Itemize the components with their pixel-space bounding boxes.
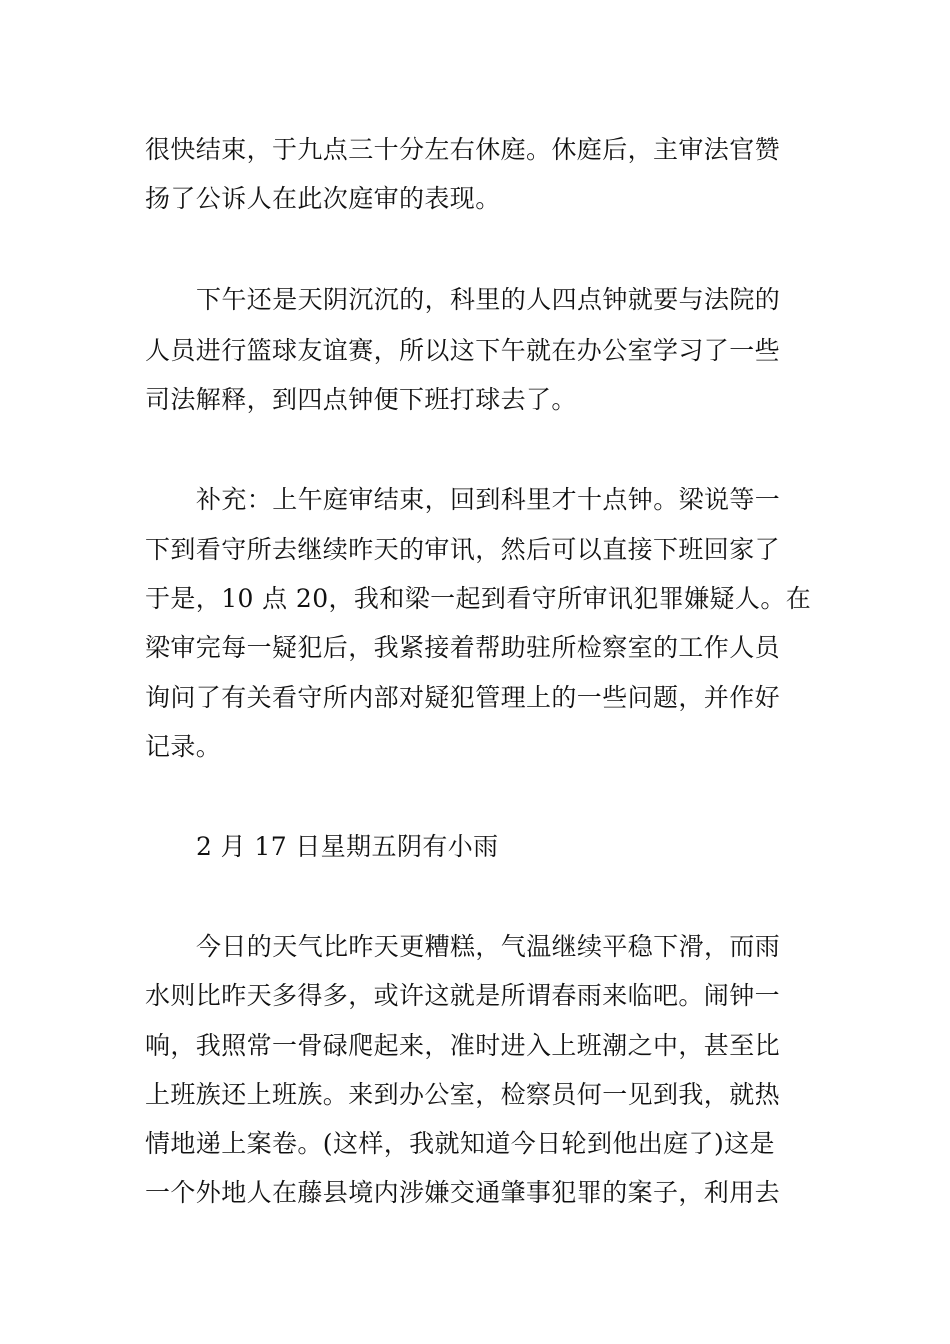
paragraph-2-line-3: 司法解释，到四点钟便下班打球去了。 [145,385,577,414]
paragraph-2-line-2: 人员进行篮球友谊赛，所以这下午就在办公室学习了一些 [145,336,781,365]
paragraph-5-line-6: 一个外地人在藤县境内涉嫌交通肇事犯罪的案子，利用去 [145,1178,781,1207]
paragraph-5-line-2: 水则比昨天多得多，或许这就是所谓春雨来临吧。闹钟一 [145,981,781,1010]
paragraph-1-line-1: 很快结束，于九点三十分左右休庭。休庭后，主审法官赞 [145,135,781,164]
paragraph-3-line-2: 下到看守所去继续昨天的审讯，然后可以直接下班回家了 [145,535,781,564]
date-heading: 2 月 17 日星期五阴有小雨 [196,832,499,861]
paragraph-3-line-1: 补充：上午庭审结束，回到科里才十点钟。梁说等一 [196,485,781,514]
paragraph-5-line-3: 响，我照常一骨碌爬起来，准时进入上班潮之中，甚至比 [145,1031,781,1060]
paragraph-3-line-6: 记录。 [145,732,222,761]
paragraph-2-line-1: 下午还是天阴沉沉的，科里的人四点钟就要与法院的 [196,285,781,314]
paragraph-3-line-5: 询问了有关看守所内部对疑犯管理上的一些问题，并作好 [145,683,781,712]
paragraph-5-line-4: 上班族还上班族。来到办公室，检察员何一见到我，就热 [145,1080,781,1109]
paragraph-3-line-3: 于是，10 点 20，我和梁一起到看守所审讯犯罪嫌疑人。在 [145,584,812,613]
paragraph-1-line-2: 扬了公诉人在此次庭审的表现。 [145,184,501,213]
paragraph-5-line-1: 今日的天气比昨天更糟糕，气温继续平稳下滑，而雨 [196,932,781,961]
paragraph-5-line-5: 情地递上案卷。(这样，我就知道今日轮到他出庭了)这是 [145,1129,775,1158]
paragraph-3-line-4: 梁审完每一疑犯后，我紧接着帮助驻所检察室的工作人员 [145,633,781,662]
